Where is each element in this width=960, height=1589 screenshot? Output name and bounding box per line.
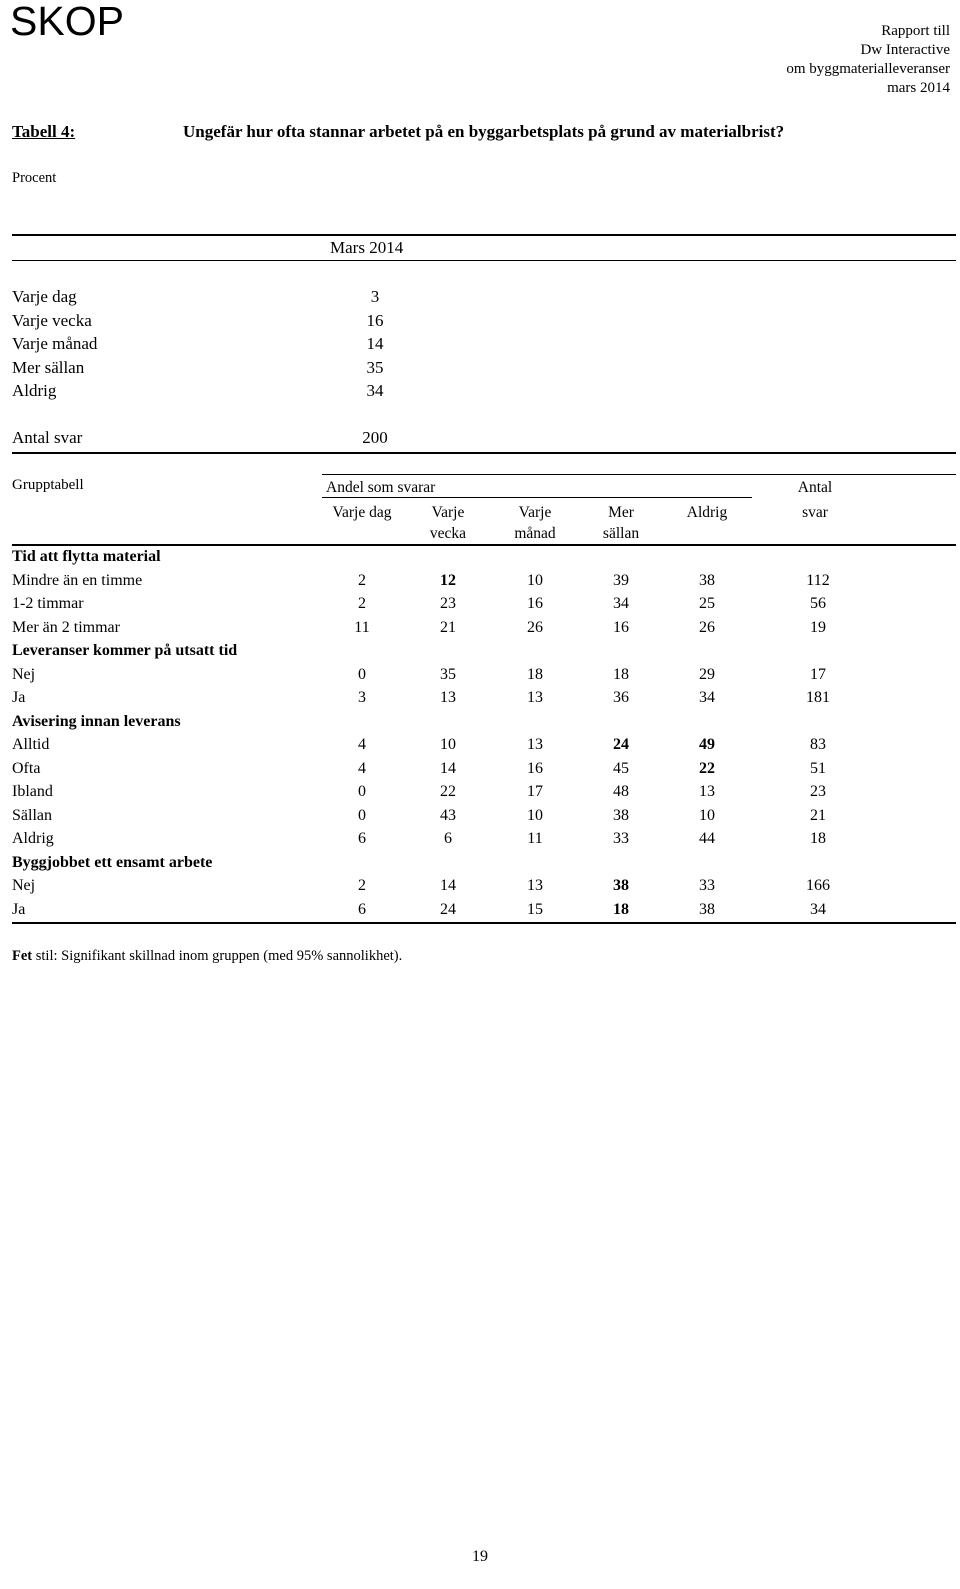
group-cell: 17	[527, 783, 543, 800]
group-cell: 6	[444, 830, 452, 847]
group-header-rule	[12, 544, 956, 546]
group-column-header-line2: sällan	[602, 525, 640, 542]
group-row-label: Mindre än en timme	[12, 571, 143, 589]
group-cell: 18	[810, 830, 826, 847]
footnote-bold: Fet	[12, 948, 33, 964]
group-cell: 45	[613, 759, 629, 777]
page-number: 19	[472, 1548, 488, 1565]
group-column-header	[317, 502, 407, 523]
group-cell: 181	[806, 689, 830, 706]
group-cell: 13	[699, 783, 715, 800]
report-line: Dw Interactive	[860, 42, 950, 58]
group-row-label: Alltid	[12, 736, 50, 753]
group-bottom-rule	[12, 922, 956, 924]
summary-row-value: 16	[366, 310, 384, 330]
group-cell: 23	[440, 595, 456, 612]
summary-total-label: Antal svar	[12, 428, 83, 447]
summary-row-label: Aldrig	[12, 381, 57, 400]
footnote	[12, 948, 402, 965]
group-cell: 38	[699, 571, 715, 589]
group-cell: 18	[527, 665, 543, 683]
logo: SKOP	[10, 0, 124, 44]
report-line: Rapport till	[881, 23, 950, 39]
group-cell: 3	[358, 689, 366, 706]
group-table-label: Grupptabell	[12, 477, 84, 493]
summary-header-rule	[12, 260, 956, 261]
group-column-header	[490, 502, 580, 544]
group-column-header-line2: månad	[514, 525, 556, 542]
group-cell: 24	[440, 900, 456, 918]
group-cell: 10	[527, 571, 543, 589]
span-header: Andel som svarar	[326, 479, 436, 496]
group-row-label: Nej	[12, 877, 36, 894]
group-cell: 49	[699, 736, 715, 753]
group-cell: 18	[613, 900, 629, 918]
group-cell: 39	[613, 571, 629, 589]
summary-row-value: 3	[370, 287, 380, 306]
report-line: om byggmaterialleveranser	[786, 61, 950, 77]
group-cell: 2	[358, 595, 366, 612]
group-row-label: Mer än 2 timmar	[12, 618, 120, 636]
group-cell: 15	[527, 900, 543, 918]
group-cell: 10	[699, 806, 715, 824]
summary-row-label: Varje vecka	[12, 310, 92, 330]
group-cell: 36	[613, 689, 629, 706]
group-cell: 13	[527, 736, 543, 753]
group-cell: 14	[440, 877, 456, 894]
group-column-header	[662, 502, 752, 523]
summary-row-value: 35	[366, 357, 384, 377]
group-column-header-line1: Varje	[431, 504, 465, 521]
summary-top-rule	[12, 234, 956, 236]
group-cell: 33	[613, 830, 629, 847]
group-cell: 166	[806, 877, 830, 894]
group-cell: 19	[810, 618, 826, 636]
group-cell: 34	[810, 900, 826, 918]
table-title: Ungefär hur ofta stannar arbetet på en byggarbetsplats på grund av materialbrist?	[183, 122, 785, 141]
group-cell: 22	[440, 783, 456, 800]
group-cell: 38	[699, 900, 715, 918]
group-cell: 23	[810, 783, 826, 800]
group-cell: 10	[527, 806, 543, 824]
group-cell: 38	[613, 806, 629, 824]
group-row-label: Ja	[12, 689, 26, 706]
antal-header-2: svar	[802, 504, 828, 521]
group-cell: 33	[699, 877, 715, 894]
group-cell: 38	[613, 877, 629, 894]
group-cell: 16	[527, 595, 543, 612]
group-row-label: Ibland	[12, 783, 53, 800]
summary-row-label: Varje månad	[12, 334, 98, 353]
group-column-header-line1: Varje	[518, 504, 552, 521]
summary-column-header: Mars 2014	[330, 238, 404, 257]
group-cell: 13	[440, 689, 456, 706]
group-cell: 6	[358, 830, 366, 847]
group-cell: 56	[810, 595, 826, 612]
group-cell: 25	[699, 595, 715, 612]
group-cell: 51	[810, 759, 826, 777]
table-subtitle: Procent	[12, 170, 57, 186]
group-cell: 2	[358, 877, 366, 894]
group-cell: 34	[699, 689, 715, 706]
group-row-label: Nej	[12, 665, 36, 683]
summary-row-value: 14	[366, 334, 384, 353]
group-cell: 14	[440, 759, 456, 777]
group-section-title: Byggjobbet ett ensamt arbete	[12, 853, 213, 871]
group-cell: 16	[613, 618, 629, 636]
table-label: Tabell 4:	[12, 122, 76, 141]
group-cell: 2	[358, 571, 366, 589]
group-cell: 11	[527, 830, 543, 847]
group-column-header	[576, 502, 666, 544]
group-section-title: Avisering innan leverans	[12, 712, 181, 730]
group-cell: 0	[358, 806, 366, 824]
group-column-header-line1: Varje dag	[332, 504, 392, 521]
group-cell: 35	[440, 665, 456, 683]
group-cell: 0	[358, 665, 366, 683]
group-cell: 4	[358, 736, 366, 753]
group-cell: 16	[527, 759, 543, 777]
group-cell: 44	[699, 830, 715, 847]
group-cell: 21	[810, 806, 826, 824]
group-column-header-line1: Mer	[608, 504, 634, 521]
group-section-title: Tid att flytta material	[12, 548, 161, 565]
group-cell: 12	[440, 571, 456, 589]
summary-bottom-rule	[12, 452, 956, 454]
summary-row-label: Varje dag	[12, 287, 77, 306]
group-row-label: 1-2 timmar	[12, 595, 84, 612]
group-cell: 24	[613, 736, 629, 753]
group-cell: 34	[613, 595, 629, 612]
group-section-title: Leveranser kommer på utsatt tid	[12, 642, 238, 659]
group-cell: 6	[358, 900, 366, 918]
group-cell: 11	[354, 618, 370, 636]
group-cell: 26	[527, 618, 543, 636]
group-column-header-line1: Aldrig	[686, 504, 728, 521]
group-cell: 4	[358, 759, 366, 777]
report-line: mars 2014	[887, 80, 950, 96]
footnote-text: stil: Signifikant skillnad inom gruppen (med 95% sannolikhet).	[32, 948, 403, 964]
group-top-rule	[322, 474, 956, 475]
group-cell: 48	[613, 783, 629, 800]
group-row-label: Ofta	[12, 759, 41, 777]
group-cell: 13	[527, 689, 543, 706]
group-cell: 22	[699, 759, 715, 777]
summary-row-value: 34	[366, 381, 384, 400]
group-row-label: Aldrig	[12, 830, 54, 847]
group-cell: 83	[810, 736, 826, 753]
group-cell: 112	[806, 571, 830, 589]
group-cell: 43	[440, 806, 456, 824]
group-row-label: Ja	[12, 900, 26, 918]
group-column-header-line2: vecka	[429, 525, 467, 542]
span-underline	[322, 497, 752, 498]
group-column-header	[403, 502, 493, 544]
antal-header: Antal	[797, 479, 833, 496]
summary-row-label: Mer sällan	[12, 357, 85, 377]
group-row-label: Sällan	[12, 806, 52, 824]
group-cell: 17	[810, 665, 826, 683]
group-cell: 0	[358, 783, 366, 800]
summary-total-value: 200	[362, 428, 388, 447]
group-cell: 26	[699, 618, 715, 636]
group-cell: 21	[440, 618, 456, 636]
group-cell: 29	[699, 665, 715, 683]
group-cell: 13	[527, 877, 543, 894]
group-cell: 10	[440, 736, 456, 753]
report-info	[786, 22, 950, 98]
group-cell: 18	[613, 665, 629, 683]
